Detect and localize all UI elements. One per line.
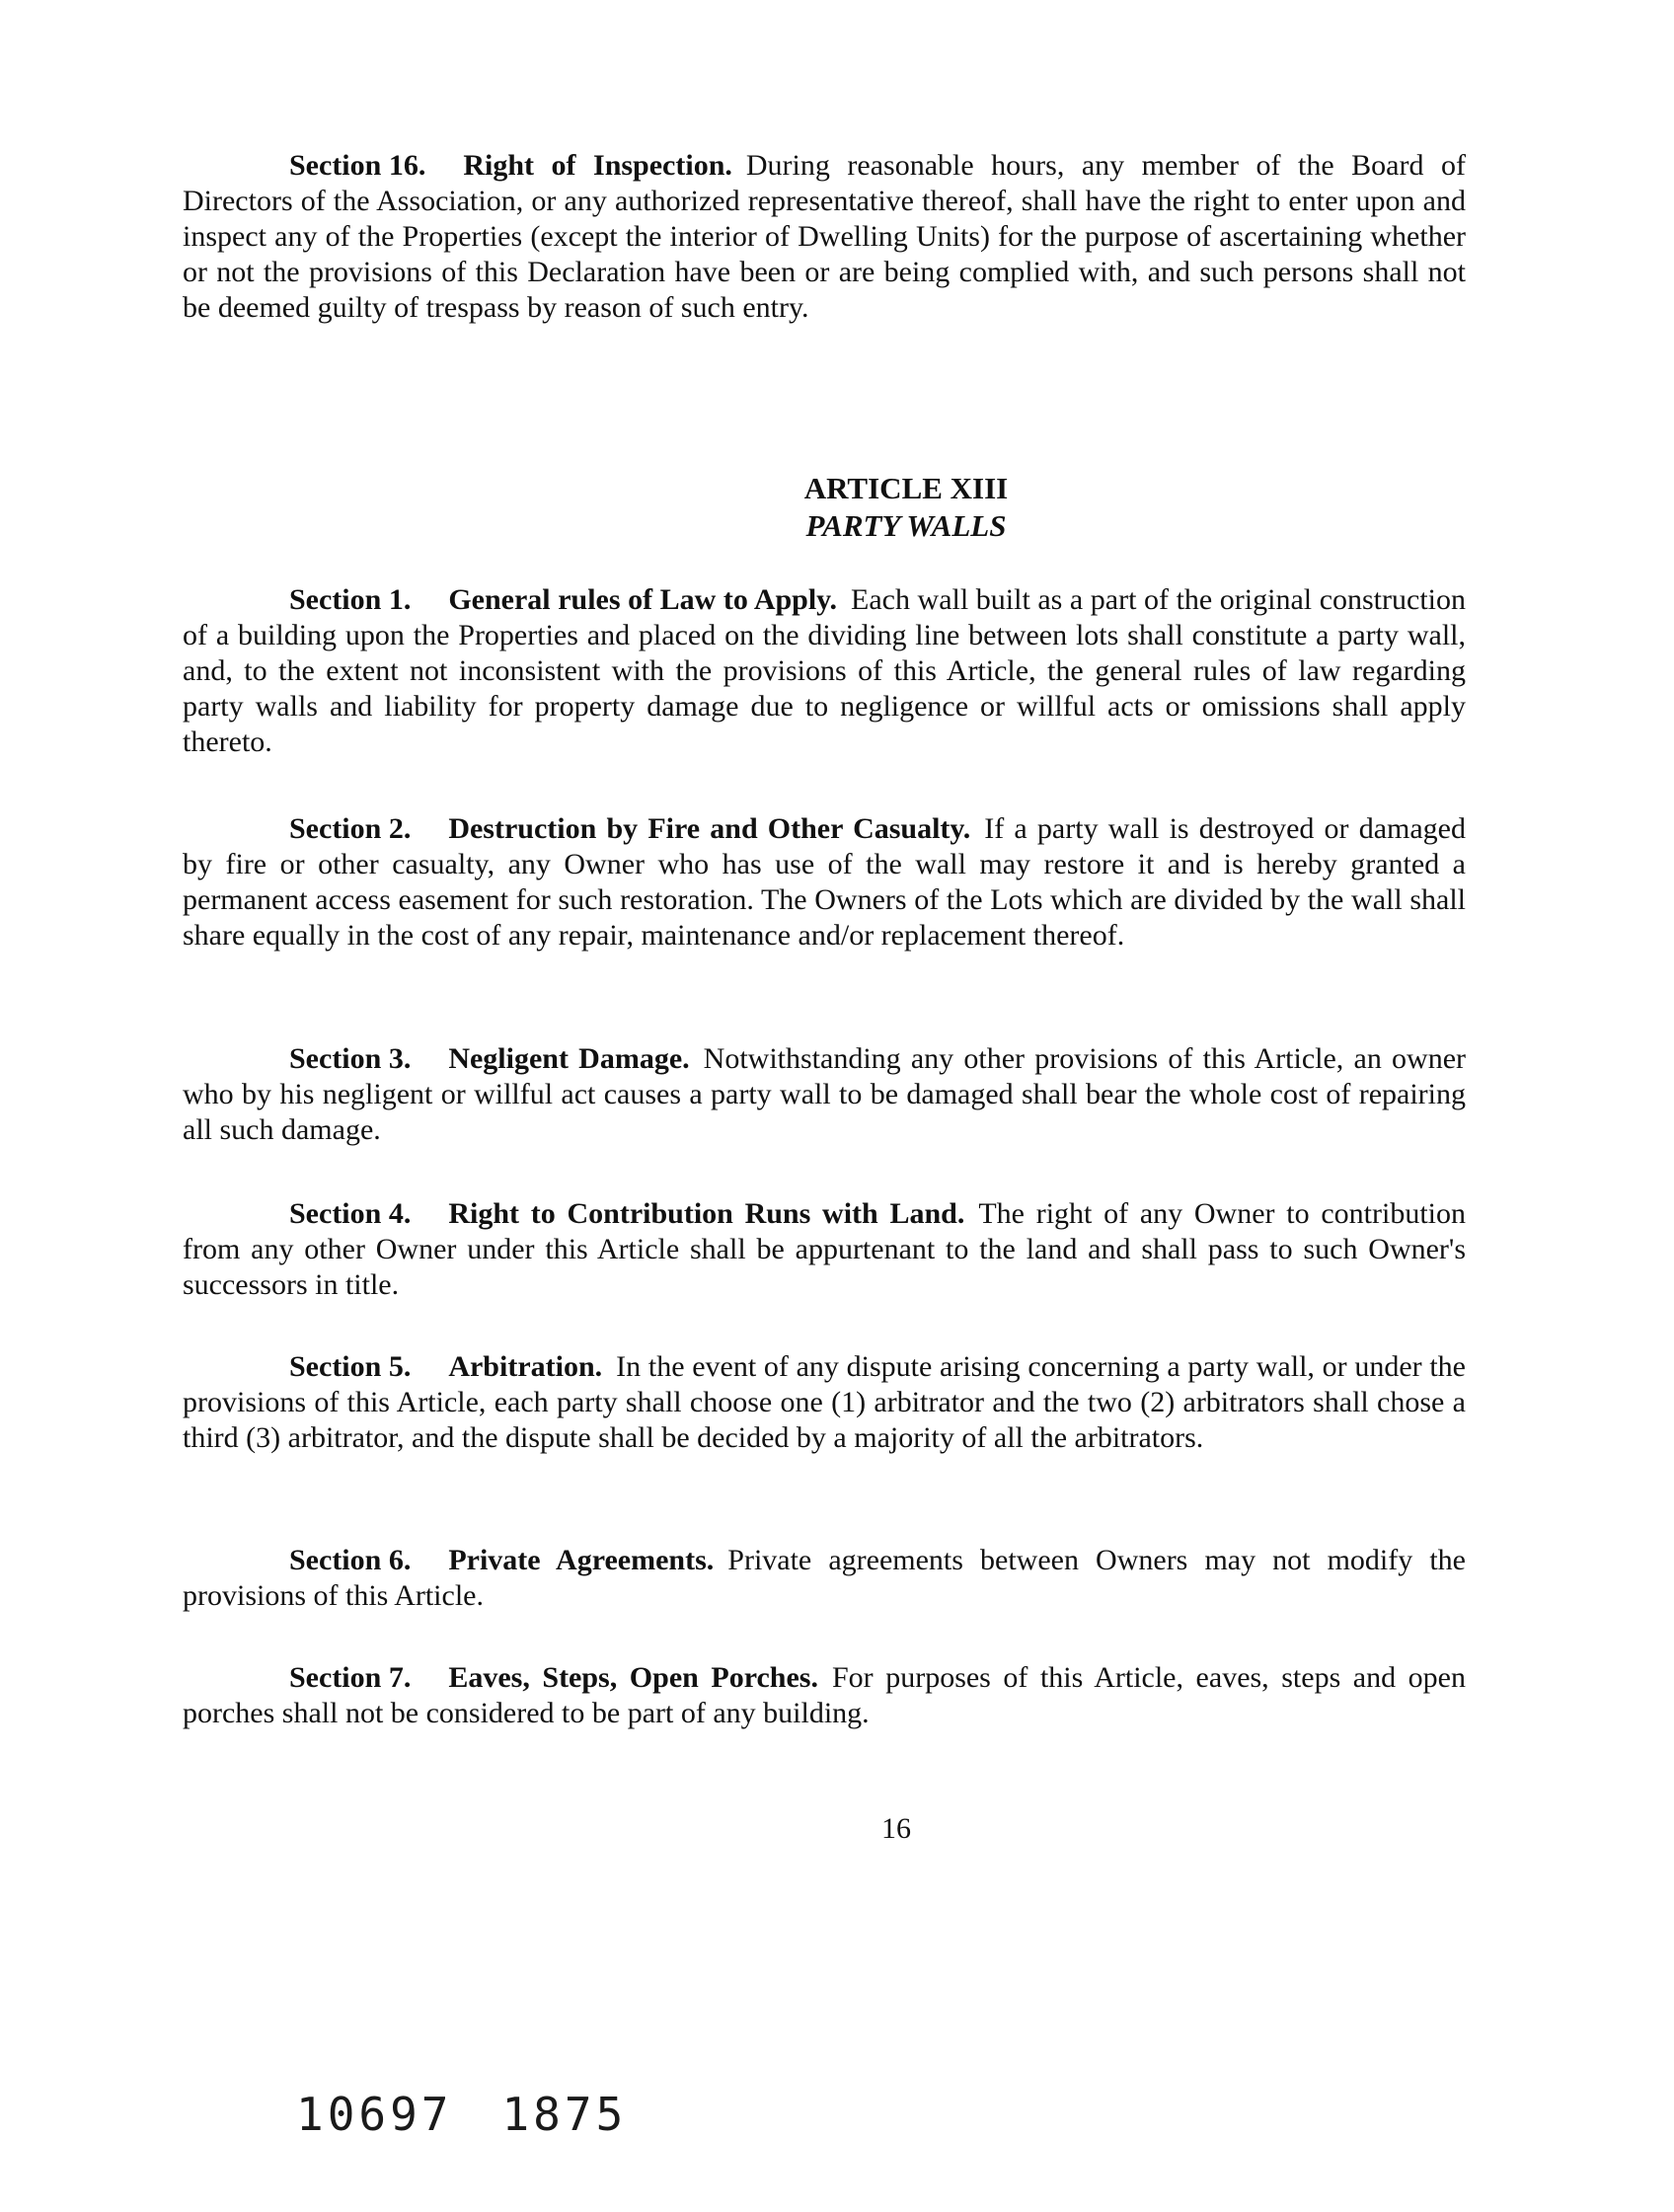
section-1-paragraph	[183, 582, 1466, 760]
section-number: Section 5.	[289, 1350, 412, 1383]
section-number: Section 1.	[289, 583, 412, 616]
section-title: Negligent Damage.	[448, 1042, 690, 1075]
section-body: Private agreements between Owners may not modify the provisions of this Article.	[183, 1544, 1466, 1612]
recording-stamp	[296, 2088, 627, 2141]
section-number: Section 16.	[289, 149, 426, 182]
section-6-paragraph	[183, 1543, 1466, 1614]
section-body: In the event of any dispute arising concerning a party wall, or under the provisions of this Article, each party shall choose one (1) arbitrator and the two (2) arbitrators shall chose a third (3) arbitrator, and the dispute shall be decided by a majority of all the arbitrators.	[183, 1350, 1466, 1454]
section-2-paragraph	[183, 811, 1466, 953]
section-3-paragraph	[183, 1041, 1466, 1148]
section-title: Private Agreements.	[448, 1544, 715, 1576]
section-body: During reasonable hours, any member of the Board of Directors of the Association, or any authorized representative thereof, shall have the right to enter upon and inspect any of the Properties (except the interior of Dwelling Units) for the purpose of ascertaining whether or not the provisions of this Declaration have been or are being complied with, and such persons shall not be deemed guilty of trespass by reason of such entry.	[183, 149, 1466, 324]
article-title: ARTICLE XIII	[803, 471, 1009, 505]
section-body: For purposes of this Article, eaves, steps and open porches shall not be considered to be part of any building.	[183, 1661, 1466, 1729]
section-5-paragraph	[183, 1349, 1466, 1456]
section-16-paragraph	[183, 148, 1466, 326]
section-title: Eaves, Steps, Open Porches.	[448, 1661, 818, 1694]
section-number: Section 6.	[289, 1544, 412, 1576]
section-number: Section 3.	[289, 1042, 412, 1075]
section-7-paragraph	[183, 1660, 1466, 1731]
article-subtitle: PARTY WALLS	[805, 508, 1007, 543]
page-number: 16	[881, 1812, 911, 1845]
article-heading	[0, 470, 1674, 545]
section-body: Each wall built as a part of the original construction of a building upon the Properties and placed on the dividing line between lots shall constitute a party wall, and, to the extent not inconsistent with the provisions of this Article, the general rules of law regarding party walls and liability for property damage due to negligence or willful acts or omissions shall apply thereto.	[183, 583, 1466, 758]
recording-page-number: 1875	[501, 2088, 628, 2141]
section-title: Destruction by Fire and Other Casualty.	[448, 812, 971, 845]
section-title: Arbitration.	[448, 1350, 603, 1383]
section-4-paragraph	[183, 1196, 1466, 1303]
section-body: The right of any Owner to contribution from any other Owner under this Article shall be appurtenant to the land and shall pass to such Owner's successors in title.	[183, 1197, 1466, 1301]
section-title: Right of Inspection.	[463, 149, 732, 182]
section-title: General rules of Law to Apply.	[448, 583, 838, 616]
recording-book-number: 10697	[296, 2088, 453, 2141]
section-number: Section 7.	[289, 1661, 412, 1694]
section-title: Right to Contribution Runs with Land.	[448, 1197, 965, 1230]
section-number: Section 4.	[289, 1197, 412, 1230]
section-body: If a party wall is destroyed or damaged by fire or other casualty, any Owner who has use of the wall may restore it and is hereby granted a permanent access easement for such restoration. The Owners of the Lots which are divided by the wall shall share equally in the cost of any repair, maintenance and/or replacement thereof.	[183, 812, 1467, 952]
section-body: Notwithstanding any other provisions of this Article, an owner who by his negligent or willful act causes a party wall to be damaged shall bear the whole cost of repairing all such damage.	[183, 1042, 1466, 1146]
section-number: Section 2.	[289, 812, 412, 845]
